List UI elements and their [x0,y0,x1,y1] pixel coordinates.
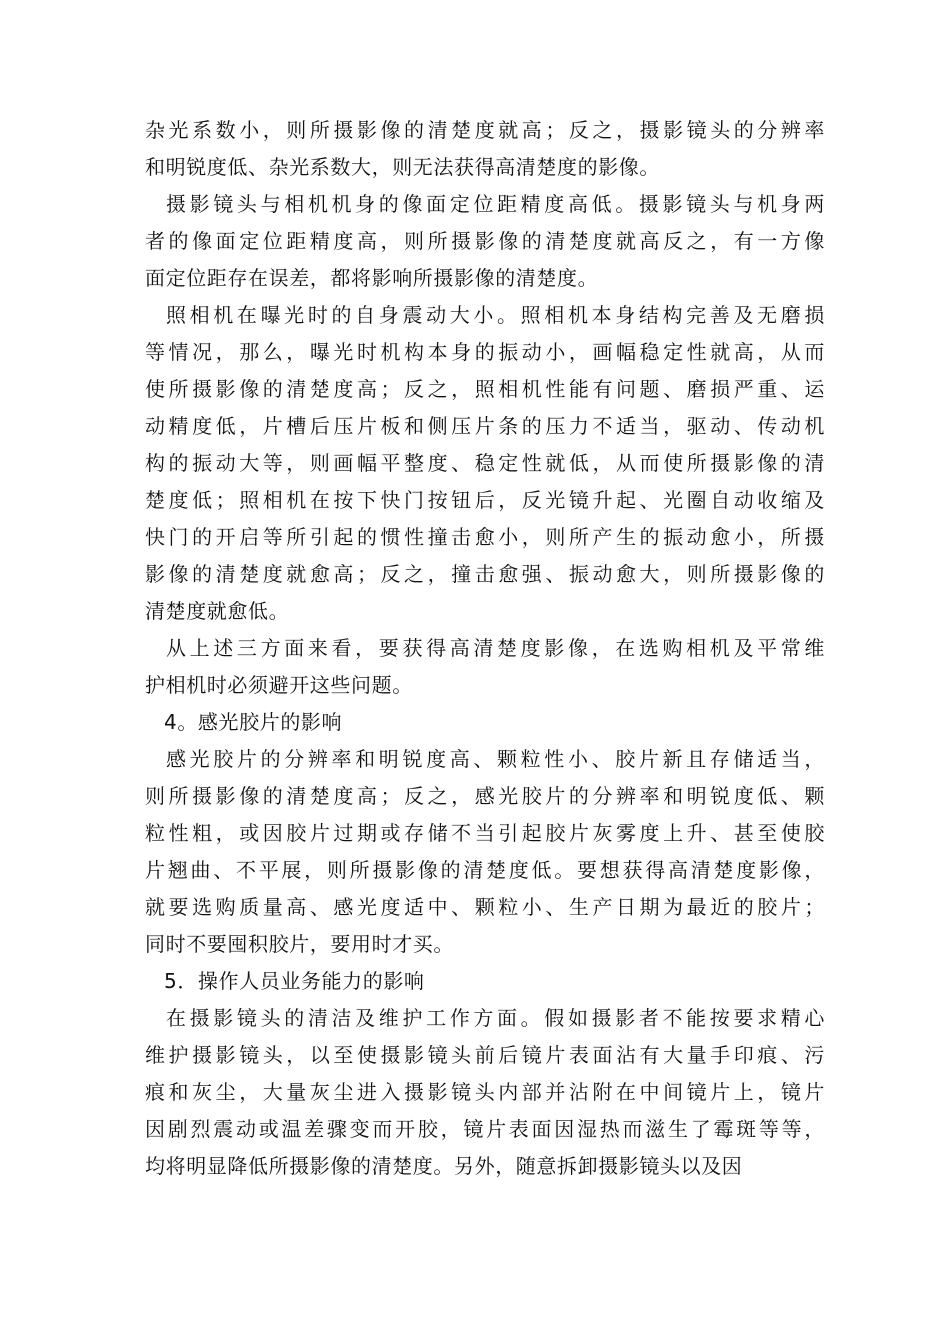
text-line: 护相机时必须避开这些问题。 [145,673,413,697]
text-line: 构的振动大等，则画幅平整度、稳定性就低，从而使所摄影像的清 [145,451,825,475]
text-line: 在摄影镜头的清洁及维护工作方面。假如摄影者不能按要求精心 [166,1006,825,1030]
text-line: 片翘曲、不平展，则所摄影像的清楚度低。要想获得高清楚度影像， [145,858,825,882]
heading-text: 5．操作人员业务能力的影响 [164,969,425,993]
text-line: 动精度低，片槽后压片板和侧压片条的压力不适当，驱动、传动机 [145,414,825,438]
text-line: 和明锐度低、杂光系数大，则无法获得高清楚度的影像。 [145,155,660,179]
text-line: 等情况，那么，曝光时机构本身的振动小，画幅稳定性就高，从而 [145,340,825,364]
text-line: 使所摄影像的清楚度高；反之，照相机性能有问题、磨损严重、运 [145,377,825,401]
paragraph [145,297,825,630]
text-line: 粒性粗，或因胶片过期或存储不当引起胶片灰雾度上升、甚至使胶 [145,821,825,845]
heading-text: 4。感光胶片的影响 [164,710,343,734]
text-line: 维护摄影镜头，以至使摄影镜头前后镜片表面沾有大量手印痕、污 [145,1043,825,1067]
paragraph [145,630,825,704]
text-line: 清楚度就愈低。 [145,599,290,623]
text-line: 就要选购质量高、感光度适中、颗粒小、生产日期为最近的胶片； [145,895,825,919]
section-heading [145,963,825,1000]
text-line: 杂光系数小，则所摄影像的清楚度就高；反之，摄影镜头的分辨率 [145,118,825,142]
paragraph [145,186,825,297]
text-line: 从上述三方面来看，要获得高清楚度影像，在选购相机及平常维 [166,636,825,660]
paragraph [145,741,825,963]
section-heading [145,704,825,741]
text-line: 感光胶片的分辨率和明锐度高、颗粒性小、胶片新且存储适当， [166,747,825,771]
text-line: 照相机在曝光时的自身震动大小。照相机本身结构完善及无磨损 [166,303,825,327]
text-line: 摄影镜头与相机机身的像面定位距精度高低。摄影镜头与机身两 [166,192,825,216]
document-body [145,112,825,1185]
paragraph [145,112,825,186]
text-line: 楚度低；照相机在按下快门按钮后，反光镜升起、光圈自动收缩及 [145,488,825,512]
text-line: 面定位距存在误差，都将影响所摄影像的清楚度。 [145,266,599,290]
text-line: 快门的开启等所引起的惯性撞击愈小，则所产生的振动愈小，所摄 [145,525,825,549]
text-line: 因剧烈震动或温差骤变而开胶，镜片表面因湿热而滋生了霉斑等等， [145,1117,825,1141]
text-line: 均将明显降低所摄影像的清楚度。另外，随意拆卸摄影镜头以及因 [145,1154,743,1178]
text-line: 则所摄影像的清楚度高；反之，感光胶片的分辨率和明锐度低、颗 [145,784,825,808]
text-line: 痕和灰尘，大量灰尘进入摄影镜头内部并沾附在中间镜片上，镜片 [145,1080,825,1104]
text-line: 影像的清楚度就愈高；反之，撞击愈强、振动愈大，则所摄影像的 [145,562,825,586]
text-line: 者的像面定位距精度高，则所摄影像的清楚度就高反之，有一方像 [145,229,825,253]
paragraph [145,1000,825,1185]
text-line: 同时不要囤积胶片，要用时才买。 [145,932,454,956]
